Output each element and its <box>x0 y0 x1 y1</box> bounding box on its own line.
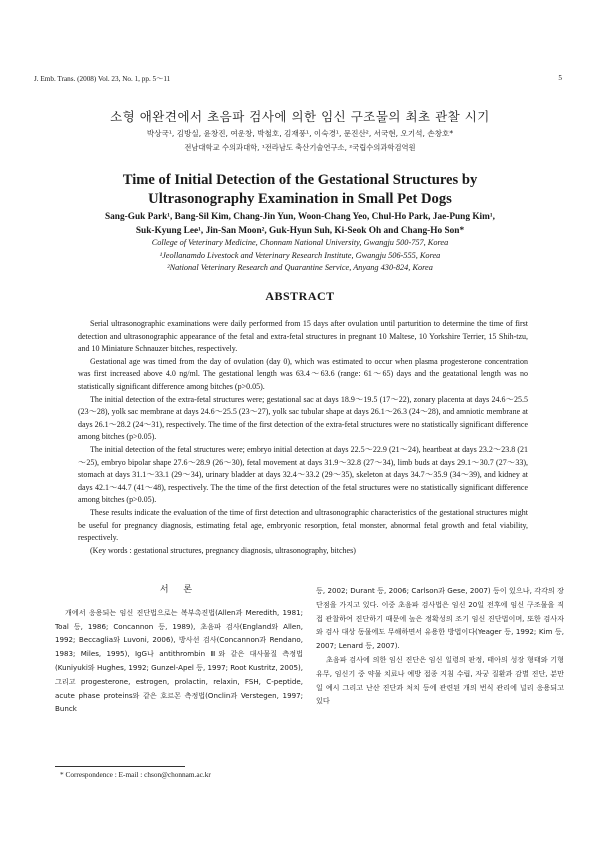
body-column-right <box>316 584 564 708</box>
affiliation-3: ²National Veterinary Research and Quarantine Service, Anyang 430-824, Korea <box>167 263 433 272</box>
korean-affiliations: 전남대학교 수의과대학, ¹전라남도 축산기술연구소, ²국립수의과학검역원 <box>184 143 416 152</box>
running-head <box>34 74 562 84</box>
footnote-divider <box>55 766 185 767</box>
abstract-paragraph: The initial detection of the fetal structures were; embryo initial detection at days 22.5～22.9 (21～24), heartbeat at days 23.2～23.8 (21～25), embryo bipolar shape 27.6～28.9 (26～30), fetal movement at days 31.9～32.8 (27～34), limb buds at days 29.1～30.7 (27～33), stomach at days 31.1～33.1 (29～34), urinary bladder at days 32.4～33.2 (29～35), skeleton at days 34.7～35.9 (34～39), and kidney at days 42.1～44.7 (41～48), respectively. The the time of the first detection of the fetal structures were no statistically significant difference among bitches (p>0.05). <box>78 444 528 505</box>
body-column-left <box>55 584 303 716</box>
body-paragraph: 등, 2002; Durant 등, 2006; Carlson과 Gese, 2007) 등이 있으나, 각각의 장단점을 가지고 있다. 이중 초음파 검사법은 임신 20일 전후에 임신 구조물을 직접 관찰하여 진단하기 때문에 높은 정확성의 조기 임신 진단법이며, 또한 검사자와 검사 대상 동물에도 무해하면서 유용한 방법이다(Yeager 등, 1992; Kim 등, 2007; Lenard 등, 2007). <box>316 586 564 651</box>
english-title-line1: Time of Initial Detection of the Gestational Structures by <box>122 172 478 188</box>
journal-citation: J. Emb. Trans. (2008) Vol. 23, No. 1, pp. 5～11 <box>34 75 171 83</box>
body-paragraph: 초음파 검사에 의한 임신 진단은 임신 일령의 판정, 태아의 성장 형태와 기형 유무, 임신기 중 약물 치료나 예방 접종 지침 수립, 자궁 질환과 감별 진단, 분만일 예시 그리고 난산 진단과 처치 등에 관련된 개의 번식 관리에 널리 응용되고 있다 <box>316 654 564 706</box>
abstract-body <box>78 318 528 557</box>
section-heading-introduction: 서 론 <box>159 585 199 595</box>
english-title <box>0 171 600 209</box>
correspondence-footnote: * Correspondence : E-mail : chson@chonnam.ac.kr <box>60 770 211 779</box>
english-affiliations <box>50 237 550 275</box>
abstract-paragraph: Gestational age was timed from the day of ovulation (day 0), which was estimated to occur when plasma progesterone concentration was first increased above 4.0 ng/ml. The gestational length was 63.4～63.6 (range: 61～65) days and the geatational length was no statistically significant difference among bitches (p>0.05). <box>78 356 528 391</box>
english-authors-line1: Sang-Guk Park¹, Bang-Sil Kim, Chang-Jin Yun, Woon-Chang Yeo, Chul-Ho Park, Jae-Pung Kim¹, <box>104 212 495 222</box>
keywords: (Key words : gestational structures, pregnancy diagnosis, ultrasonography, bitches) <box>90 545 356 555</box>
page-number: 5 <box>558 74 562 82</box>
affiliation-1: College of Veterinary Medicine, Chonnam National University, Gwangju 500-757, Korea <box>151 238 449 247</box>
english-authors <box>50 210 550 238</box>
abstract-paragraph: These results indicate the evaluation of the time of first detection and ultrasonographic characteristics of the gestational structures might be useful for pregnancy diagnosis, estimating fetal age, embryonic resorption, fetal monster, abnormal fetal growth and fetal viability, respectively. <box>78 507 528 543</box>
korean-title: 소형 애완견에서 초음파 검사에 의한 임신 구조물의 최초 관찰 시기 <box>110 109 490 124</box>
abstract-paragraph: Serial ultrasonographic examinations were daily performed from 15 days after ovulation until parturition to determine the time of first detection and ultrasonographic appearance of the fetal and extra-fetal structures in pregnant 10 Maltese, 10 Yorkshire Terrier, 15 Shih-tzu, and 10 Miniature Schnauzer bitches, respectively. <box>78 319 528 354</box>
abstract-heading: ABSTRACT <box>265 289 335 303</box>
korean-authors: 박상국¹, 김방실, 윤창진, 여운창, 박철호, 김재풍¹, 이숙경¹, 문진산², 서국현, 오기석, 손창호* <box>146 129 454 138</box>
affiliation-2: ¹Jeollanamdo Livestock and Veterinary Research Institute, Gwangju 506-555, Korea <box>159 250 441 260</box>
abstract-paragraph: The initial detection of the extra-fetal structures were; gestational sac at days 18.9～19.5 (17～22), zonary placenta at days 24.6～25.5 (23～28), yolk sac membrane at days 24.6～25.5 (23～27), yolk sac tubular shape at days 26.1～26.3 (24～28), and amniotic membrane at days 26.1～28.2 (24～31), respectively. The time of the first detection of the extra-fetal structures were no statistically significant difference among bitches (p>0.05). <box>78 394 528 442</box>
body-paragraph: 개에서 응용되는 임신 진단법으로는 복부촉진법(Allen과 Meredith, 1981; Toal 등, 1986; Concannon 등, 1989), 초음파 검사(England와 Allen, 1992; Beccaglia와 Luvoni, 2006), 방사선 검사(Concannon과 Rendano, 1983; Miles, 1995), IgG나 antithrombin Ⅲ와 같은 대사물질 측정법(Kuniyuki와 Hughes, 1992; Gunzel-Apel 등, 1997; Root Kustritz, 2005), 그리고 progesterone, estrogen, prolactin, relaxin, FSH, C-peptide, acute phase proteins와 같은 호르몬 측정법(Onclin과 Verstegen, 1997; Bunck <box>55 607 303 714</box>
english-authors-line2: Suk-Kyung Lee¹, Jin-San Moon², Guk-Hyun Suh, Ki-Seok Oh and Chang-Ho Son* <box>135 226 465 236</box>
english-title-line2: Ultrasonography Examination in Small Pet Dogs <box>148 191 452 207</box>
